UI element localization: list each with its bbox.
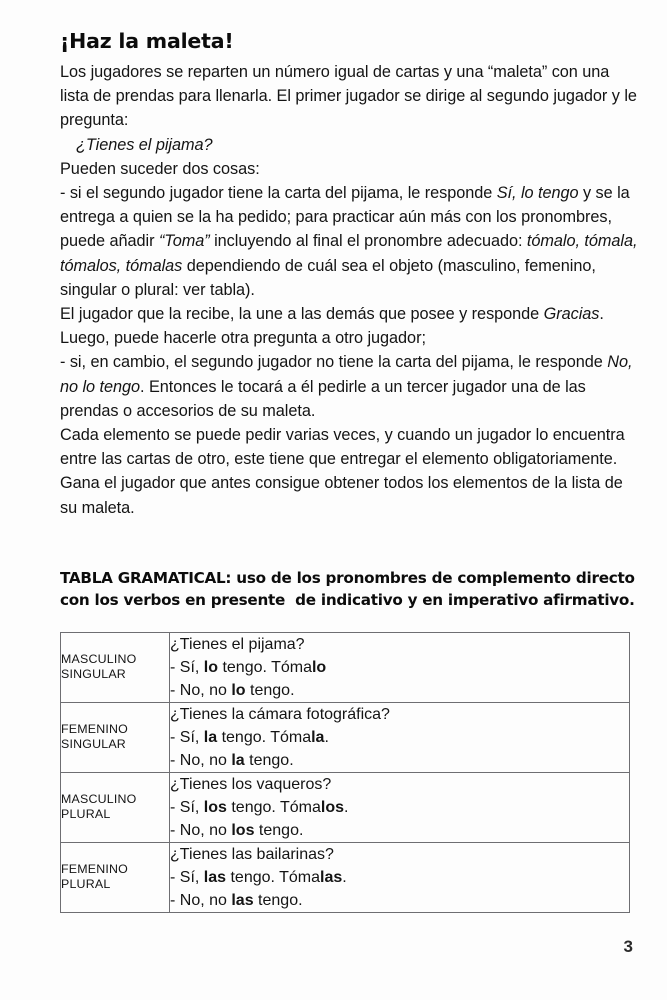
- example-negative-line: [170, 749, 629, 772]
- affirmative-suffix-punctuation: .: [344, 798, 349, 816]
- negative-prefix: - No, no: [170, 821, 232, 839]
- affirmative-pronoun: los: [203, 798, 227, 816]
- category-line-2: PLURAL: [61, 807, 111, 822]
- bullet-2-part-b: . Entonces le tocará a él pedirle a un tercer jugador una de las prendas o accesorios de su maleta.: [60, 377, 591, 420]
- category-line-1: MASCULINO: [61, 652, 137, 667]
- table-row: [61, 632, 630, 702]
- bullet-1-part-b: y se la entrega a quien se la ha pedido; para practicar aún más con los pronombres, puede añadir: [60, 184, 635, 251]
- affirmative-pronoun: lo: [203, 658, 218, 676]
- grammar-table-heading: TABLA GRAMATICAL: uso de los pronombres de complemento directo con los verbos en presente de indicativo y en imperativo afirmativo.: [60, 568, 640, 609]
- row-category-masculine-plural: [61, 772, 170, 842]
- paragraph-3-italic-gracias: Gracias: [543, 305, 600, 324]
- affirmative-prefix: - Sí,: [170, 658, 204, 676]
- intro-paragraph-2: Pueden suceder dos cosas:: [60, 159, 260, 178]
- affirmative-imperative-suffix: los: [320, 798, 345, 816]
- row-examples-feminine-singular: [170, 702, 630, 772]
- category-line-1: FEMENINO: [61, 722, 128, 737]
- affirmative-pronoun: las: [203, 868, 227, 886]
- affirmative-pronoun: la: [203, 728, 218, 746]
- negative-pronoun: los: [231, 821, 255, 839]
- example-negative-line: [170, 679, 629, 702]
- page-number: 3: [623, 937, 633, 956]
- affirmative-suffix-punctuation: .: [342, 868, 347, 886]
- example-question-line: ¿Tienes los vaqueros?: [170, 775, 332, 793]
- row-category-feminine-plural: [61, 842, 170, 912]
- example-affirmative-line: [170, 866, 629, 889]
- category-line-1: MASCULINO: [61, 792, 137, 807]
- category-line-2: SINGULAR: [61, 667, 126, 682]
- paragraph-3-part-b: . Luego, puede hacerle otra pregunta a otro jugador;: [60, 305, 609, 348]
- row-category-feminine-singular: [61, 702, 170, 772]
- affirmative-suffix-punctuation: .: [324, 728, 329, 746]
- category-line-2: PLURAL: [61, 877, 111, 892]
- example-affirmative-line: [170, 796, 629, 819]
- example-question-line: ¿Tienes las bailarinas?: [170, 845, 334, 863]
- negative-prefix: - No, no: [170, 751, 232, 769]
- affirmative-prefix: - Sí,: [170, 728, 204, 746]
- affirmative-imperative-stem: tengo. Tóma: [226, 868, 321, 886]
- bullet-1-part-d: dependiendo de cuál sea el objeto (masculino, femenino, singular o plural: ver tabla).: [60, 256, 601, 299]
- intro-paragraph-4: Cada elemento se puede pedir varias veces, y cuando un jugador lo encuentra entre las cartas de otro, este tiene que entregar el elemento obligatoriamente.: [60, 426, 630, 469]
- example-question: [60, 133, 640, 157]
- table-row: [61, 702, 630, 772]
- affirmative-prefix: - Sí,: [170, 798, 204, 816]
- negative-pronoun: la: [231, 751, 245, 769]
- negative-pronoun: las: [231, 891, 254, 909]
- bullet-1-italic-toma: “Toma”: [158, 232, 210, 251]
- affirmative-prefix: - Sí,: [170, 868, 204, 886]
- bullet-2-part-a: - si, en cambio, el segundo jugador no tiene la carta del pijama, le responde: [60, 353, 608, 372]
- row-examples-feminine-plural: [170, 842, 630, 912]
- page-title: ¡Haz la maleta!: [60, 29, 234, 53]
- category-line-1: FEMENINO: [61, 862, 128, 877]
- negative-prefix: - No, no: [170, 681, 232, 699]
- intro-paragraph-5: Gana el jugador que antes consigue obtener todos los elementos de la lista de su maleta.: [60, 474, 632, 517]
- grammar-table: [60, 632, 630, 913]
- negative-suffix: tengo.: [253, 891, 303, 909]
- bullet-1-italic-pronoun-forms: tómalo, tómala, tómalos, tómalas: [60, 232, 642, 275]
- paragraph-3-part-a: El jugador que la recibe, la une a las demás que posee y responde: [60, 305, 544, 324]
- bullet-1-part-c: incluyendo al final el pronombre adecuado:: [209, 232, 527, 251]
- bullet-1-part-a: - si el segundo jugador tiene la carta del pijama, le responde: [60, 184, 497, 203]
- negative-suffix: tengo.: [245, 681, 295, 699]
- example-question-text: ¿Tienes el pijama?: [76, 135, 213, 154]
- row-examples-masculine-singular: [170, 632, 630, 702]
- negative-prefix: - No, no: [170, 891, 232, 909]
- example-negative-line: [170, 889, 629, 912]
- negative-suffix: tengo.: [244, 751, 294, 769]
- example-affirmative-line: [170, 656, 629, 679]
- table-row: [61, 842, 630, 912]
- affirmative-imperative-suffix: las: [320, 868, 343, 886]
- affirmative-imperative-stem: tengo. Tóma: [226, 798, 321, 816]
- table-row: [61, 772, 630, 842]
- affirmative-imperative-suffix: lo: [311, 658, 327, 676]
- affirmative-imperative-suffix: la: [311, 728, 325, 746]
- example-question-line: ¿Tienes el pijama?: [170, 635, 305, 653]
- grammar-table-body: [61, 632, 630, 912]
- example-negative-line: [170, 819, 629, 842]
- bullet-1-italic-affirmative: Sí, lo tengo: [496, 184, 579, 203]
- intro-paragraph-1: Los jugadores se reparten un número igual de cartas y una “maleta” con una lista de prendas para llenarla. El primer jugador se dirige al segundo jugador y le pregunta:: [60, 63, 642, 130]
- row-examples-masculine-plural: [170, 772, 630, 842]
- category-line-2: SINGULAR: [61, 737, 126, 752]
- row-category-masculine-singular: [61, 632, 170, 702]
- page-content: [60, 0, 640, 913]
- example-affirmative-line: [170, 726, 629, 749]
- negative-suffix: tengo.: [254, 821, 304, 839]
- intro-paragraph-block: [60, 53, 640, 520]
- affirmative-imperative-stem: tengo. Tóma: [217, 728, 312, 746]
- affirmative-imperative-stem: tengo. Tóma: [218, 658, 312, 676]
- negative-pronoun: lo: [231, 681, 246, 699]
- bullet-2-italic-negative: No, no lo tengo: [60, 353, 637, 396]
- example-question-line: ¿Tienes la cámara fotográfica?: [170, 705, 390, 723]
